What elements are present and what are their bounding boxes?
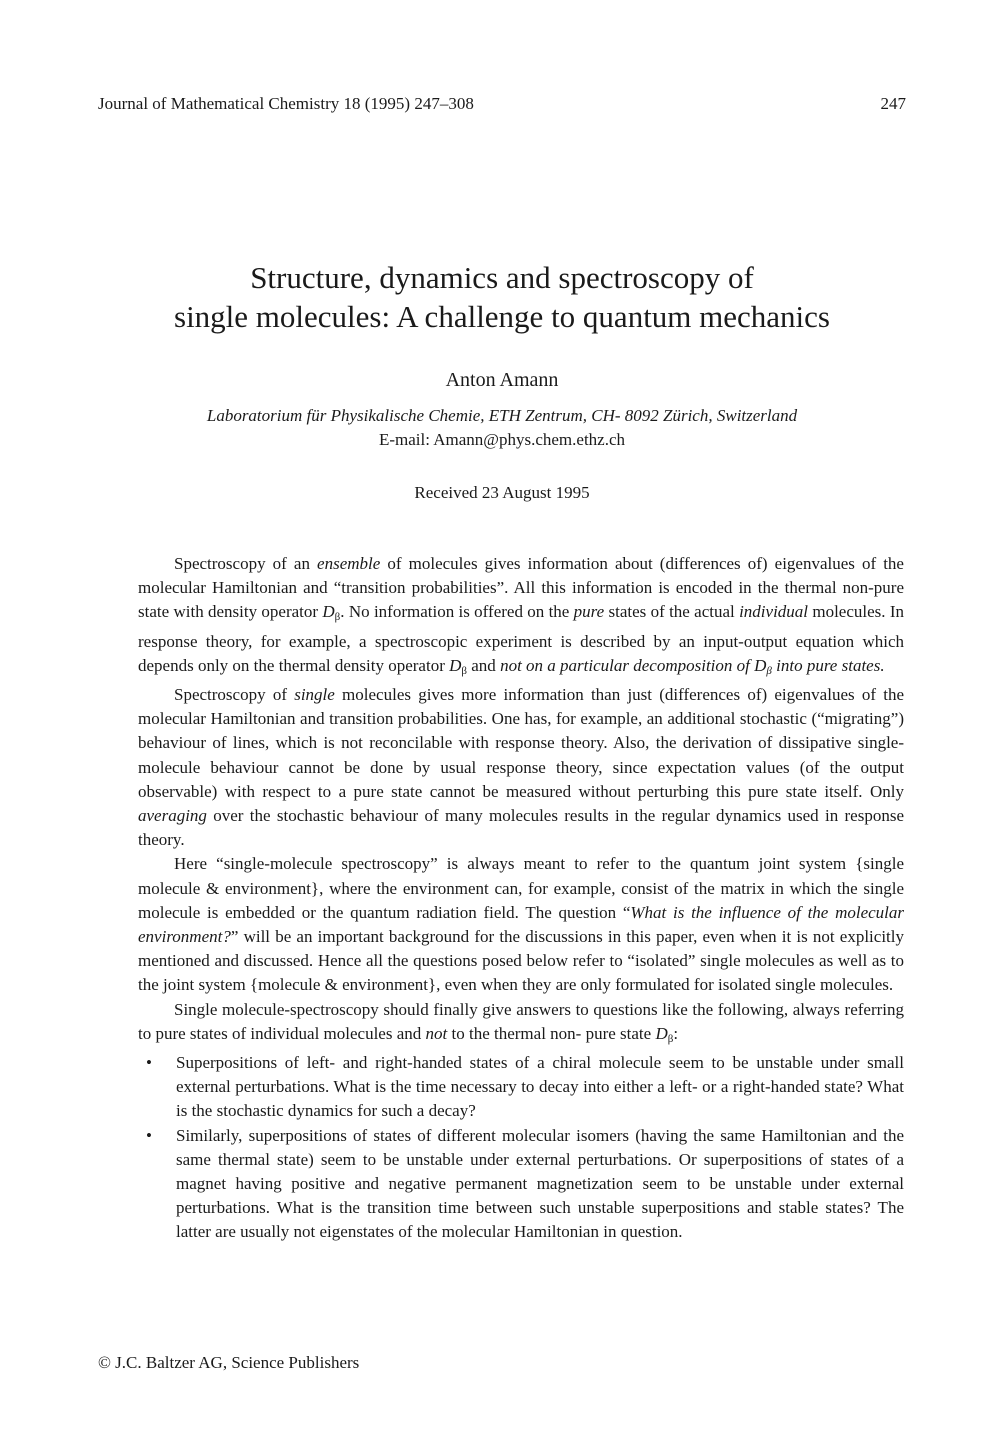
title-line-1: Structure, dynamics and spectroscopy of — [250, 260, 754, 295]
journal-citation: Journal of Mathematical Chemistry 18 (1995) 247–308 — [98, 94, 474, 113]
title-line-2: single molecules: A challenge to quantum mechanics — [174, 299, 830, 334]
abstract-paragraph-1: Spectroscopy of an ensemble of molecules gives information about (differences of) eigenvalues of the molecular Hamiltonian and “transition probabilities”. All this information is encoded in the thermal non-pure state with density operator $D_\beta$. No information is offered on the pure states of the actual individual molecules. In response theory, for example, a spectroscopic experiment is described by an input-output equation which depends only on the thermal density operator $D_\beta$ and not on a particular decomposition of $D_\beta$ into pure states. — [138, 554, 904, 677]
copyright-footer: © J.C. Baltzer AG, Science Publishers — [98, 1353, 360, 1372]
bullet-icon: • — [146, 1125, 152, 1145]
abstract-paragraph-4: Single molecule-spectroscopy should finally give answers to questions like the following, always referring to pure states of individual molecules and not to the thermal non- pure state $D_\beta$: — [138, 999, 904, 1045]
bullet-icon: • — [146, 1053, 152, 1073]
author-email: E-mail: Amann@phys.chem.ethz.ch — [378, 430, 626, 449]
list-item: • Similarly, superpositions of states of different molecular isomers (having the same Hamiltonian and the same thermal state) seem to be unstable under external perturbations. Or superpositions of states of a magnet having positive and negative permanent magnetization seem to be unstable under external perturbations. What is the transition time between such unstable superpositions and stable states? The latter are usually not eigenstates of the molecular Hamiltonian in question. — [146, 1125, 904, 1242]
affiliation — [98, 404, 906, 452]
author-name: Anton Amann — [445, 369, 559, 391]
question-list — [138, 1051, 904, 1245]
institution: Laboratorium für Physikalische Chemie, ETH Zentrum, CH- 8092 Zürich, Switzerland — [206, 406, 798, 425]
received-date: Received 23 August 1995 — [414, 483, 590, 502]
list-item: • Superpositions of left- and right-handed states of a chiral molecule seem to be unstable under small external perturbations. What is the time necessary to decay into either a left- or a right-handed state? What is the stochastic dynamics for such a decay? — [146, 1053, 904, 1121]
abstract — [138, 552, 904, 1245]
abstract-paragraph-3: Here “single-molecule spectroscopy” is always meant to refer to the quantum joint system {single molecule & environment}, where the environment can, for example, consist of the matrix in which the single molecule is embedded or the quantum radiation field. The question “What is the influence of the molecular environment?” will be an important background for the discussions in this paper, even when it is not explicitly mentioned and discussed. Hence all the questions posed below refer to “isolated” single molecules as well as to the joint system {molecule & environment}, even when they are only formulated for isolated single molecules. — [138, 854, 904, 995]
paper-title — [98, 258, 906, 336]
abstract-paragraph-2: Spectroscopy of single molecules gives more information than just (differences of) eigenvalues of the molecular Hamiltonian and transition probabilities. One has, for example, an additional stochastic (“migrating”) behaviour of lines, which is not reconcilable with response theory. Also, the derivation of dissipative single-molecule behaviour cannot be done by usual response theory, since expectation values (of the output observable) with respect to a pure state cannot be measured without perturbing this pure state itself. Only averaging over the stochastic behaviour of many molecules results in the regular dynamics used in response theory. — [138, 685, 904, 850]
page-number: 247 — [880, 94, 906, 113]
